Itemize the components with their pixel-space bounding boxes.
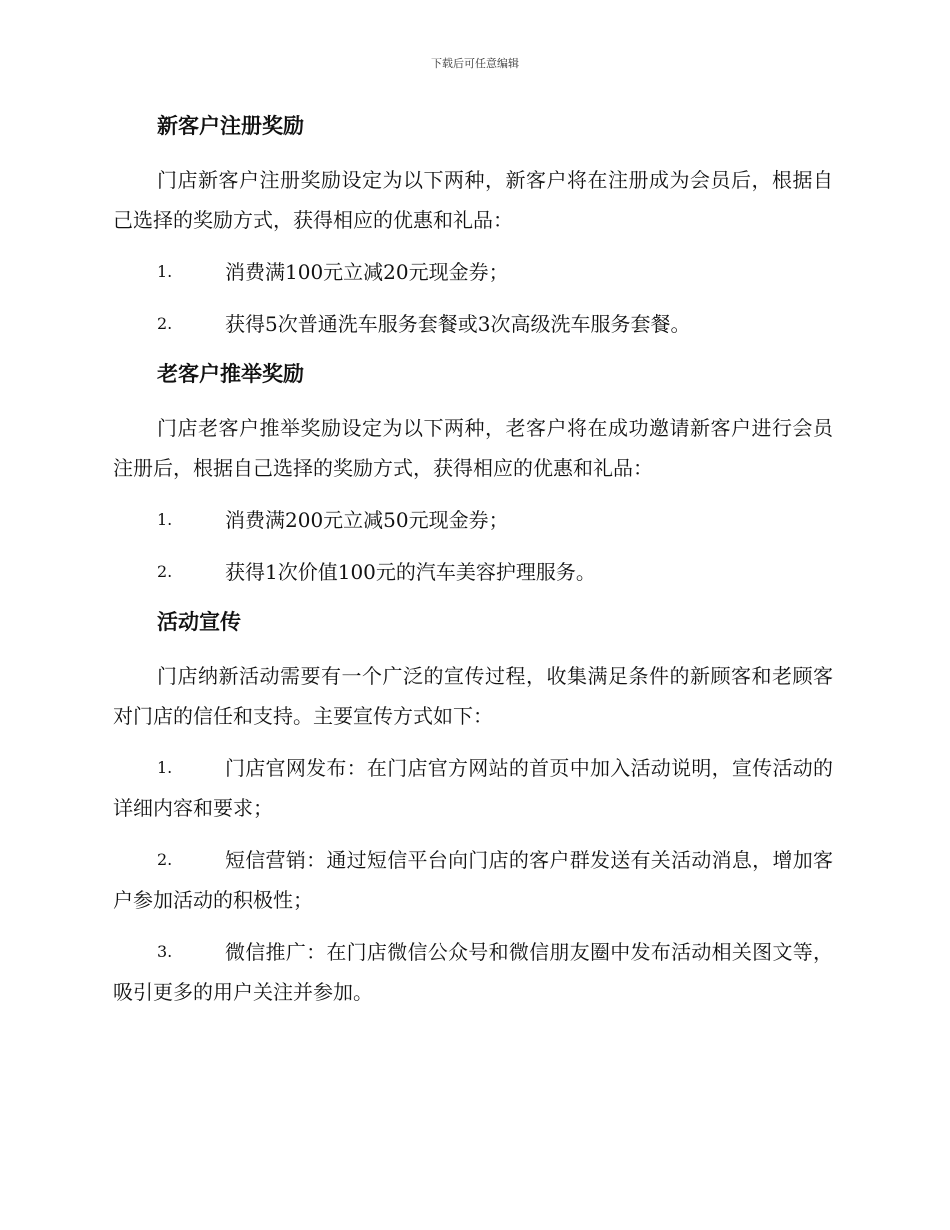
list-item: [113, 840, 833, 920]
list-item-number: 1.: [157, 262, 173, 281]
section-promotion: [113, 604, 833, 1012]
page-header: 下载后可任意编辑: [431, 57, 519, 70]
list-item-text: 微信推广：在门店微信公众号和微信朋友圈中发布活动相关图文等，吸引更多的用户关注并参加。: [113, 940, 833, 1004]
list-item-number: 2.: [157, 850, 173, 869]
list-item-text: 短信营销：通过短信平台向门店的客户群发送有关活动消息，增加客户参加活动的积极性；: [113, 848, 833, 912]
list-item: [113, 552, 833, 592]
list-item-text: 获得1次价值100元的汽车美容护理服务。: [225, 560, 596, 584]
section-referral-reward: [113, 356, 833, 592]
section-new-customer-reward: [113, 108, 833, 344]
list-item-text: 消费满100元立减20元现金券；: [225, 260, 509, 284]
list-item-text: 门店官网发布：在门店官方网站的首页中加入活动说明，宣传活动的详细内容和要求；: [113, 756, 833, 820]
list-item: [113, 932, 833, 1012]
section-heading: 新客户注册奖励: [157, 113, 304, 138]
list-item-number: 1.: [157, 758, 173, 777]
section-heading: 老客户推举奖励: [157, 361, 304, 386]
list-item: [113, 748, 833, 828]
section-heading: 活动宣传: [157, 609, 241, 634]
section-paragraph: 门店纳新活动需要有一个广泛的宣传过程，收集满足条件的新顾客和老顾客对门店的信任和支持。主要宣传方式如下：: [113, 664, 833, 728]
section-paragraph: 门店新客户注册奖励设定为以下两种，新客户将在注册成为会员后，根据自己选择的奖励方式，获得相应的优惠和礼品：: [113, 168, 833, 232]
list-item: [113, 500, 833, 540]
list-item-text: 消费满200元立减50元现金券；: [225, 508, 509, 532]
list-item: [113, 252, 833, 292]
list-item: [113, 304, 833, 344]
list-item-number: 2.: [157, 562, 173, 581]
list-item-number: 3.: [157, 942, 173, 961]
list-item-number: 2.: [157, 314, 173, 333]
list-item-text: 获得5次普通洗车服务套餐或3次高级洗车服务套餐。: [225, 312, 691, 336]
section-paragraph: 门店老客户推举奖励设定为以下两种，老客户将在成功邀请新客户进行会员注册后，根据自己选择的奖励方式，获得相应的优惠和礼品：: [113, 416, 833, 480]
list-item-number: 1.: [157, 510, 173, 529]
document-body: [113, 108, 833, 1024]
